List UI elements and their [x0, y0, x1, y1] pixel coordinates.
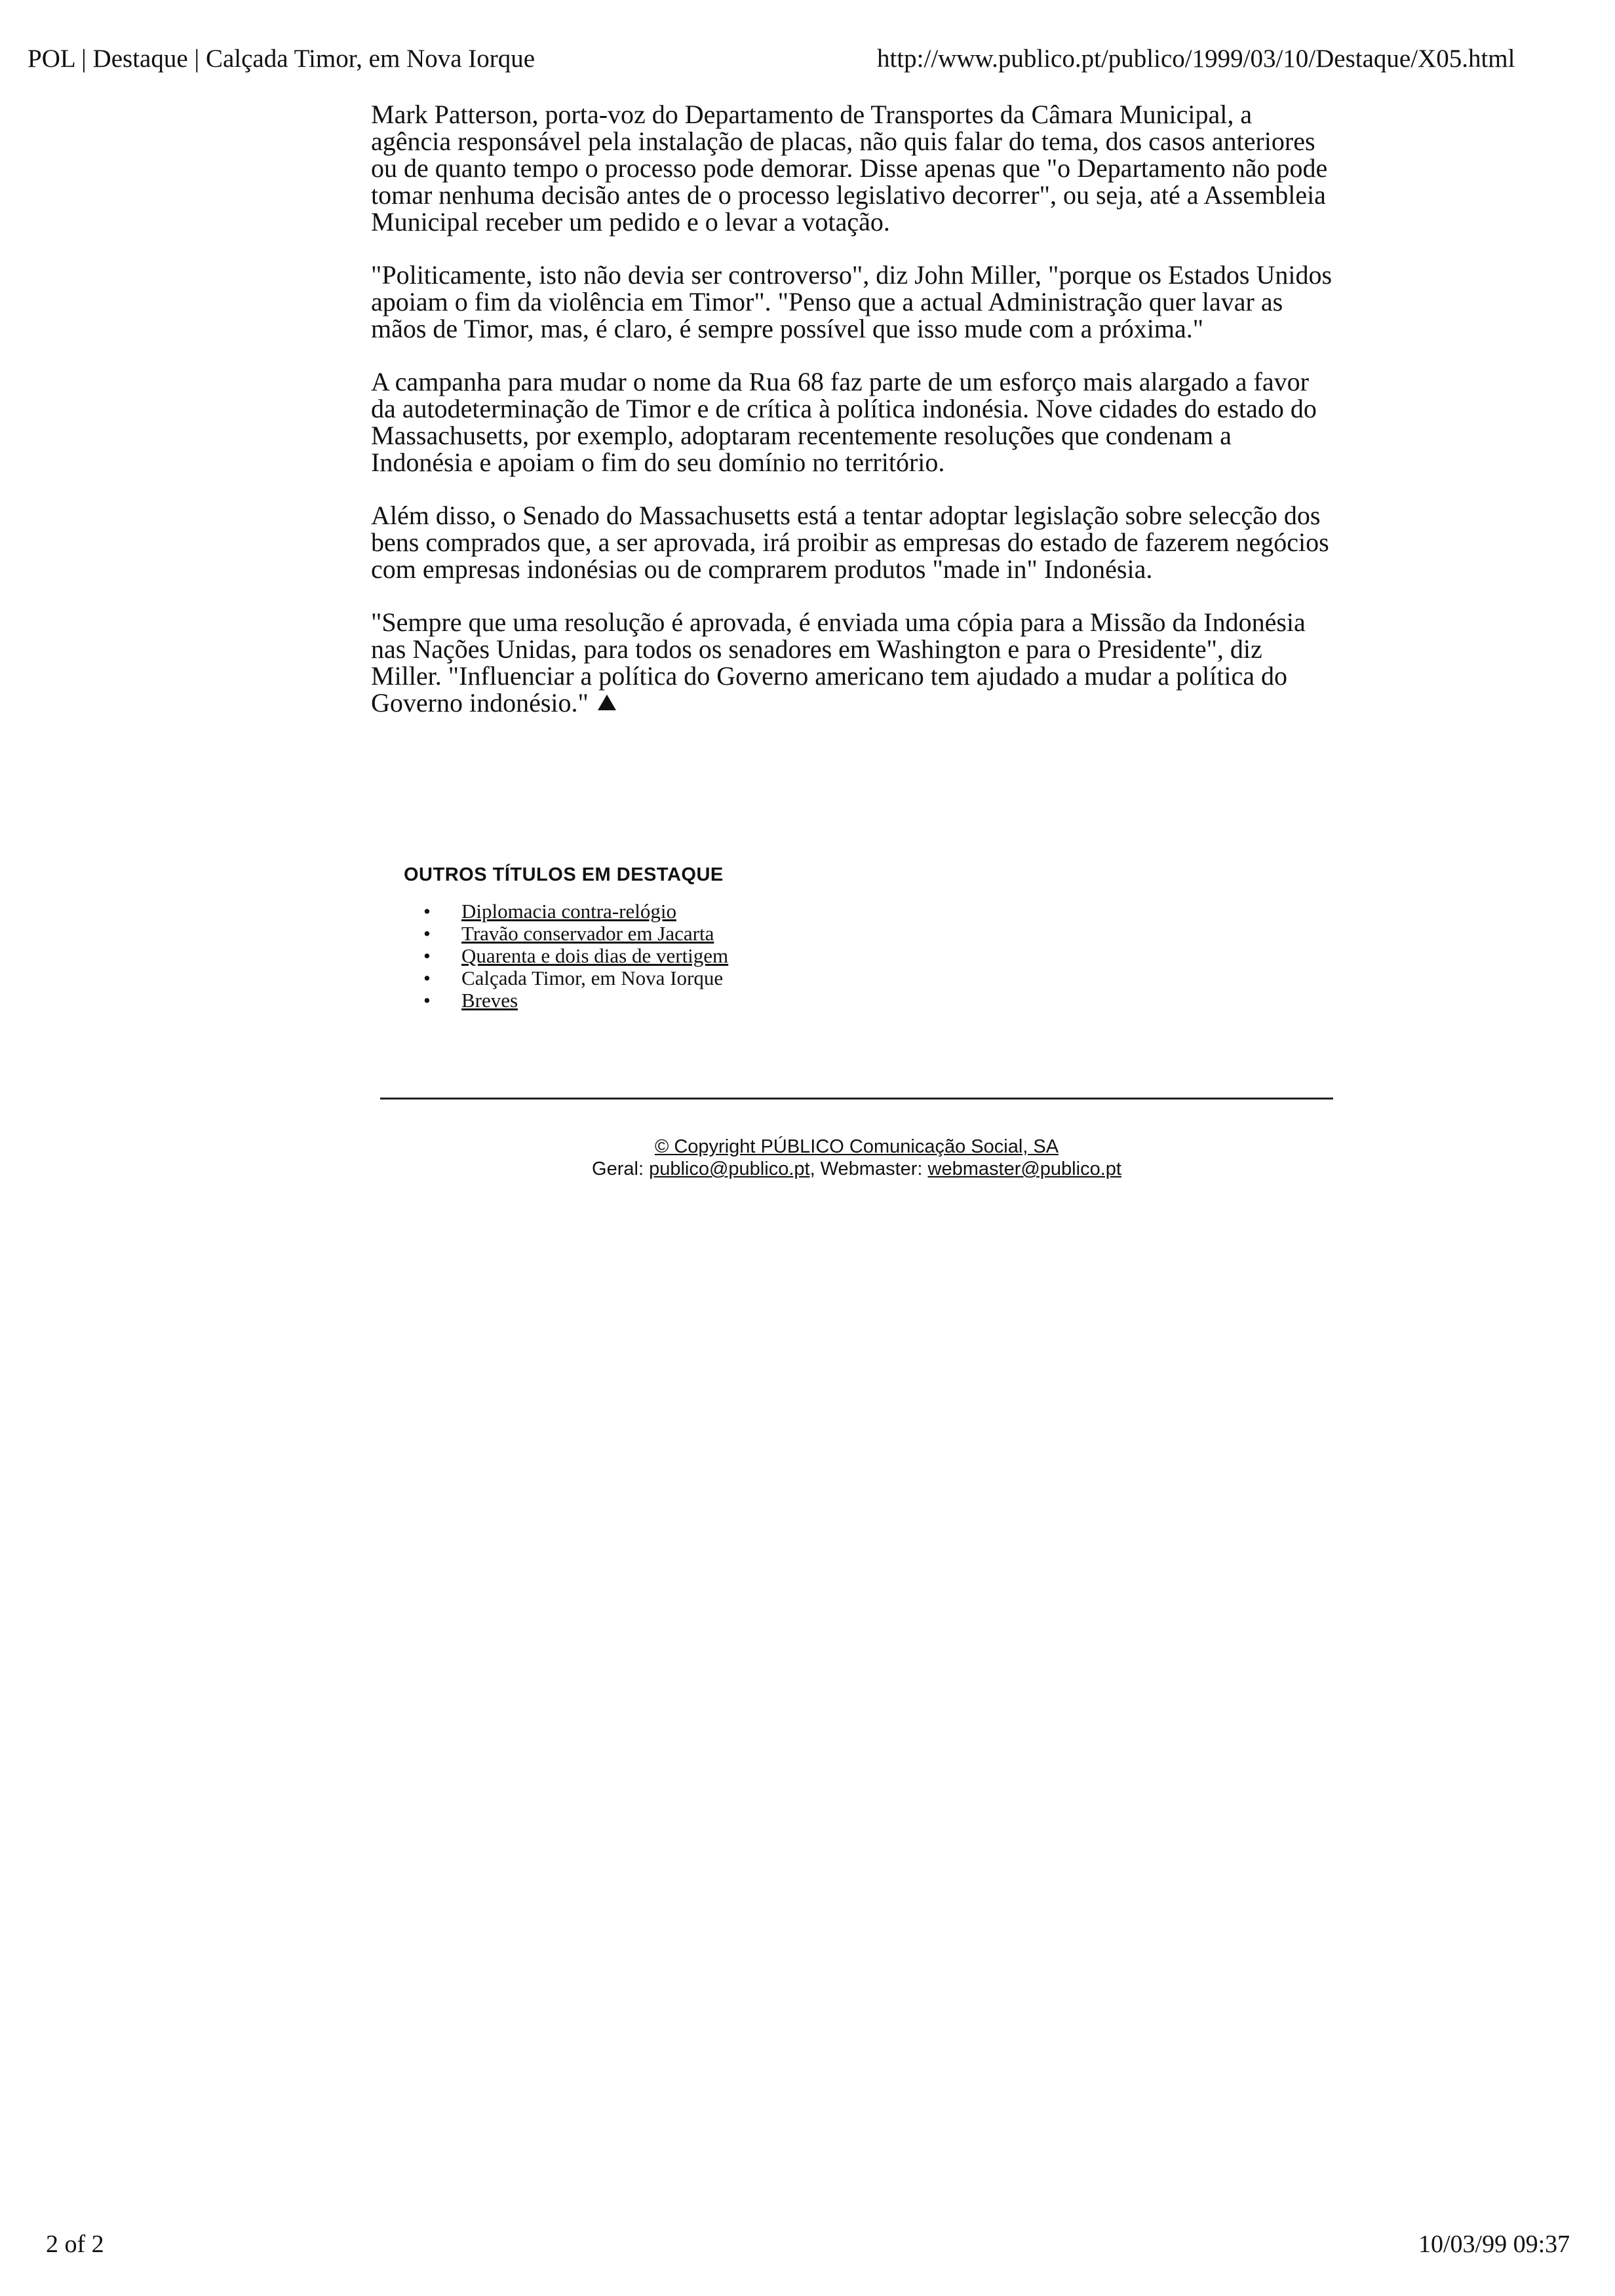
- headline-link-breves[interactable]: Breves: [461, 989, 518, 1012]
- webmaster-email-link[interactable]: webmaster@publico.pt: [927, 1158, 1121, 1179]
- print-header-url: http://www.publico.pt/publico/1999/03/10/Destaque/X05.html: [877, 45, 1515, 73]
- bullet-icon: •: [423, 944, 431, 967]
- webmaster-label: , Webmaster:: [809, 1158, 928, 1179]
- site-footer: [380, 1136, 1333, 1180]
- article-paragraph-2: "Politicamente, isto não devia ser controverso", diz John Miller, "porque os Estados Unidos apoiam o fim da violência em Timor". "Penso que a actual Administração quer lavar as mãos de Timor, mas, é claro, é sempre possível que isso mude com a próxima.": [371, 260, 1333, 343]
- print-datetime: 10/03/99 09:37: [1418, 2230, 1570, 2258]
- headline-current: Calçada Timor, em Nova Iorque: [461, 966, 724, 989]
- article-body: [371, 101, 1334, 716]
- print-header-title: POL | Destaque | Calçada Timor, em Nova Iorque: [28, 45, 535, 73]
- bullet-icon: •: [423, 966, 431, 989]
- article-paragraph-1: Mark Patterson, porta-voz do Departamento de Transportes da Câmara Municipal, a agência responsável pela instalação de placas, não quis falar do tema, dos casos anteriores ou de quanto tempo o processo pode demorar. Disse apenas que "o Departamento não pode tomar nenhuma decisão antes de o processo legislativo decorrer", ou seja, até a Assembleia Municipal receber um pedido e o levar a votação.: [371, 100, 1328, 237]
- list-item: [422, 945, 728, 967]
- headline-link-diplomacia[interactable]: Diplomacia contra-relógio: [461, 900, 676, 923]
- footer-divider: [380, 1098, 1333, 1100]
- bullet-icon: •: [423, 922, 431, 945]
- headline-link-quarenta[interactable]: Quarenta e dois dias de vertigem: [461, 944, 729, 967]
- article-paragraph-5: [371, 609, 1334, 716]
- bullet-icon: •: [423, 900, 431, 923]
- other-headlines-title: OUTROS TÍTULOS EM DESTAQUE: [404, 864, 724, 885]
- list-item: [422, 900, 728, 923]
- geral-email-link[interactable]: publico@publico.pt: [649, 1158, 810, 1179]
- list-item: [422, 967, 728, 989]
- article-paragraph-4: Além disso, o Senado do Massachusetts está a tentar adoptar legislação sobre selecção dos bens comprados que, a ser aprovada, irá proibir as empresas do estado de fazerem negócios com empresas indonésias ou de comprarem produtos "made in" Indonésia.: [371, 501, 1329, 584]
- list-item: [422, 923, 728, 945]
- triangle-up-icon[interactable]: [598, 695, 616, 710]
- copyright-link[interactable]: © Copyright PÚBLICO Comunicação Social, SA: [654, 1136, 1059, 1157]
- article-paragraph-3: A campanha para mudar o nome da Rua 68 faz parte de um esforço mais alargado a favor da autodeterminação de Timor e de crítica à política indonésia. Nove cidades do estado do Massachusetts, por exemplo, adoptaram recentemente resoluções que condenam a Indonésia e apoiam o fim do seu domínio no território.: [371, 367, 1317, 477]
- headline-link-travao[interactable]: Travão conservador em Jacarta: [461, 922, 714, 945]
- article-paragraph-5-text: "Sempre que uma resolução é aprovada, é enviada uma cópia para a Missão da Indonésia nas Nações Unidas, para todos os senadores em Washington e para o Presidente", diz Miller. "Influenciar a política do Governo americano tem ajudado a mudar a política do Governo indonésio.": [371, 607, 1306, 718]
- bullet-icon: •: [423, 989, 431, 1012]
- list-item: [422, 989, 728, 1012]
- other-headlines-list: [422, 900, 728, 1012]
- print-page-number: 2 of 2: [46, 2230, 104, 2258]
- geral-label: Geral:: [592, 1158, 650, 1179]
